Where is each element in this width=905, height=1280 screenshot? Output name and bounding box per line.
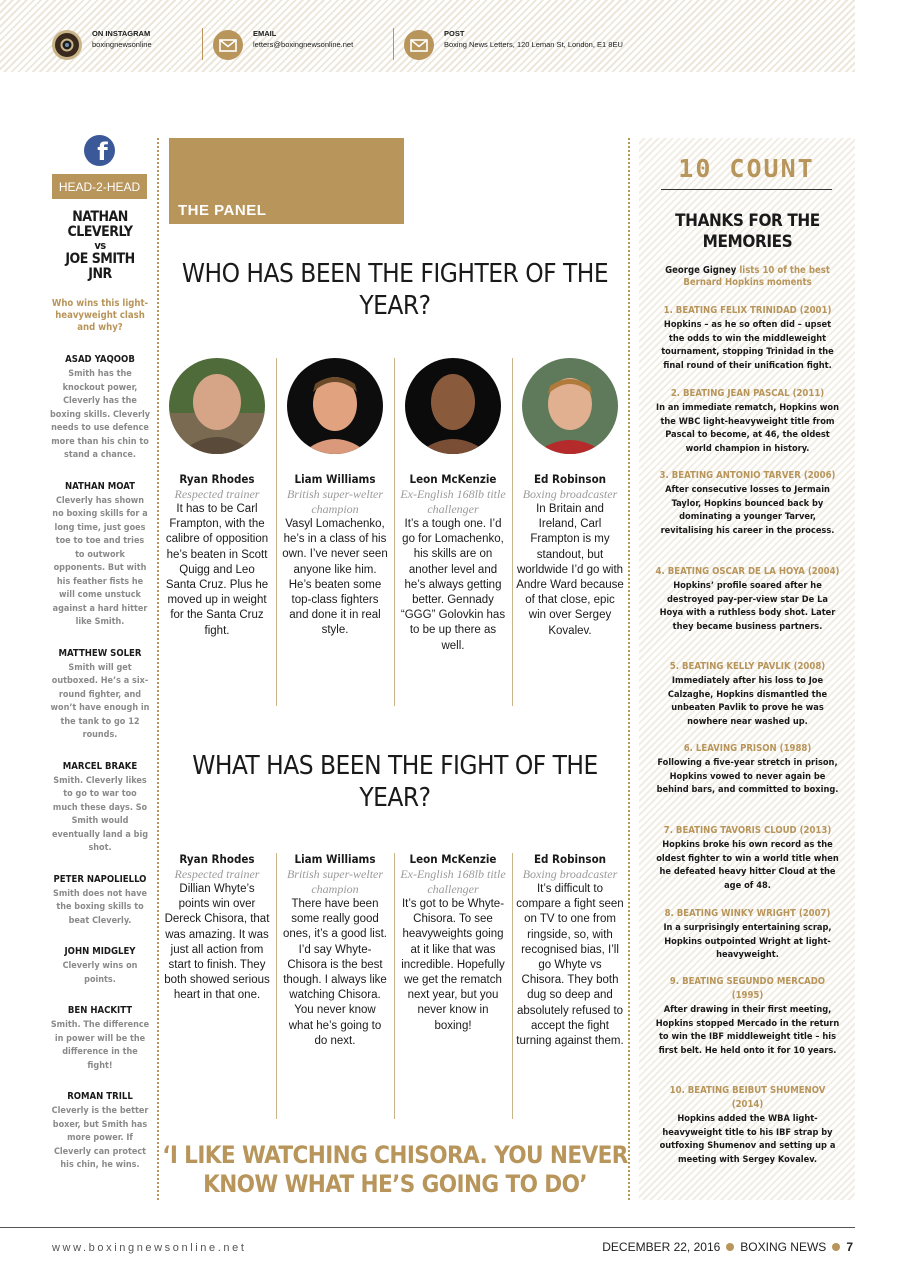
instagram-icon <box>52 30 82 60</box>
fighter-name: CLEVERLY <box>67 224 133 240</box>
bullet-icon <box>832 1243 840 1251</box>
column-divider <box>512 853 513 1119</box>
panelist-role: Ex-English 168lb title challenger <box>400 867 506 896</box>
column-divider <box>276 853 277 1119</box>
column-divider <box>394 853 395 1119</box>
panelist-role: Respected trainer <box>174 867 260 881</box>
count-item <box>655 742 840 797</box>
count-item-body: Immediately after his loss to Joe Calzaghe, Hopkins dismantled the unbeaten Pavlik to prove he was nowhere near washed up. <box>667 675 828 728</box>
count-item <box>655 304 840 373</box>
email-contact[interactable] <box>213 28 353 60</box>
reader-name: MARCEL BRAKE <box>62 760 138 772</box>
reader-opinion <box>50 1091 150 1173</box>
count-item-body: Following a five-year stretch in prison, Hopkins vowed to never again be behind bars, and committed to boxing. <box>656 757 839 796</box>
panel-answer <box>163 852 271 1004</box>
bullet-icon <box>726 1243 734 1251</box>
page-number: 7 <box>846 1240 853 1254</box>
count-item <box>655 565 840 634</box>
panel-answer <box>399 852 507 1034</box>
count-item-heading: 9. BEATING SEGUNDO MERCADO (1995) <box>669 976 826 1001</box>
panelist-name: Liam Williams <box>294 472 376 486</box>
head-2-head-question: Who wins this light-heavyweight clash and why? <box>51 298 149 333</box>
envelope-icon <box>404 30 434 60</box>
count-item <box>655 387 840 456</box>
count-item-heading: 3. BEATING ANTONIO TARVER (2006) <box>659 470 836 481</box>
post-address: Boxing News Letters, 120 Leman St, London, E1 8EU <box>444 40 623 49</box>
count-item-body: In an immediate rematch, Hopkins won the WBC light-heavyweight title from Pascal to become, at 46, the oldest world champion in history. <box>656 402 839 455</box>
panelist-role: Ex-English 168lb title challenger <box>400 487 506 516</box>
ten-count-kicker: 10 COUNT <box>678 154 815 183</box>
divider <box>661 189 832 190</box>
vs-label: vs <box>94 239 106 252</box>
head-2-head-column <box>50 210 150 1173</box>
fighter-name: NATHAN <box>72 209 128 225</box>
fighter-name: JOE SMITH <box>65 251 135 267</box>
panelist-name: Ryan Rhodes <box>179 472 255 486</box>
question-fight-of-year: WHAT HAS BEEN THE FIGHT OF THE YEAR? <box>192 751 598 813</box>
divider <box>202 28 203 60</box>
footer-url[interactable]: www.boxingnewsonline.net <box>52 1242 247 1254</box>
column-rule <box>628 138 630 1200</box>
divider <box>393 28 394 60</box>
panelist-role: British super-welter champion <box>286 867 384 896</box>
post-label: POST <box>444 29 465 38</box>
reader-name: PETER NAPOLIELLO <box>53 873 147 885</box>
avatar <box>287 358 383 454</box>
count-item-heading: 6. LEAVING PRISON (1988) <box>683 743 812 754</box>
email-address[interactable]: letters@boxingnewsonline.net <box>253 40 354 49</box>
answer-text: It’s got to be Whyte-Chisora. To see heavyweights going at it like that was incredible. Hopefully we get the rematch next year, but you never know in boxing! <box>401 898 505 1032</box>
column-divider <box>512 358 513 706</box>
panelist-name: Ed Robinson <box>533 852 607 866</box>
footer-rule <box>0 1227 855 1228</box>
reader-opinion <box>50 481 150 630</box>
panel-title: THE PANEL <box>178 202 267 219</box>
post-contact <box>404 28 623 60</box>
publication-name: BOXING NEWS <box>740 1240 827 1254</box>
count-item-body: Hopkins added the WBA light-heavyweight title to his IBF strap by outfoxing Shumenov and setting up a meeting with Sergey Kovalev. <box>659 1113 836 1166</box>
reader-opinion <box>50 761 150 856</box>
count-item-heading: 10. BEATING BEIBUT SHUMENOV (2014) <box>669 1085 826 1110</box>
panelist-role: Boxing broadcaster <box>522 867 618 881</box>
count-item-body: Hopkins broke his own record as the oldest fighter to win a world title when he defeated heavy hitter Cloud at the age of 48. <box>656 839 839 892</box>
count-item-body: Hopkins’ profile soared after he destroyed pay-per-view star De La Hoya with a ruthless body shot. Later they became business partners. <box>659 580 836 633</box>
answer-text: There have been some really good ones, it’s a good list. I’d say Whyte-Chisora is the best though. I always like watching Chisora. You never know what he’s going to do next. <box>283 898 387 1047</box>
avatar <box>405 358 501 454</box>
instagram-label: ON INSTAGRAM <box>92 29 151 38</box>
count-item <box>655 660 840 729</box>
count-item-heading: 2. BEATING JEAN PASCAL (2011) <box>670 388 825 399</box>
panelist-role: Boxing broadcaster <box>522 487 618 501</box>
count-item-body: After consecutive losses to Jermain Taylor, Hopkins bounced back by dominating a younger Tarver, revitalising his career in the process. <box>660 484 835 537</box>
reader-text: Smith has the knockout power, Cleverly has the boxing skills. Cleverly needs to use defence more than his chin to stand a chance. <box>50 369 150 460</box>
question-fighter-of-year: WHO HAS BEEN THE FIGHTER OF THE YEAR? <box>181 259 609 321</box>
head-2-head-badge: HEAD-2-HEAD <box>52 174 147 199</box>
panelist-name: Ed Robinson <box>533 472 607 486</box>
reader-text: Smith will get outboxed. He’s a six-round fighter, and won’t have enough in the tank to go 12 rounds. <box>50 662 150 740</box>
reader-name: ASAD YAQOOB <box>65 354 135 365</box>
author-name: George Gigney <box>665 265 737 276</box>
count-item-body: In a surprisingly entertaining scrap, Hopkins outpointed Wright at light-heavyweight. <box>663 922 832 961</box>
reader-opinion <box>50 648 150 743</box>
intro-text: lists 10 of the best Bernard Hopkins moments <box>683 265 830 288</box>
reader-text: Cleverly wins on points. <box>62 961 138 985</box>
panelist-role: Respected trainer <box>174 487 260 501</box>
panel-answer <box>281 852 389 1049</box>
count-item <box>655 907 840 962</box>
panelist-name: Ryan Rhodes <box>179 852 255 866</box>
footer-folio <box>602 1240 853 1254</box>
panelist-role: British super-welter champion <box>286 487 384 516</box>
count-item <box>655 824 840 893</box>
reader-text: Smith. Cleverly likes to go to war too much these days. So Smith would eventually land a big shot. <box>51 775 149 853</box>
reader-opinion <box>50 1005 150 1073</box>
reader-opinion <box>50 354 150 463</box>
reader-name: JOHN MIDGLEY <box>64 946 136 957</box>
avatar <box>522 358 618 454</box>
panelist-name: Leon McKenzie <box>409 852 497 866</box>
count-item-heading: 1. BEATING FELIX TRINIDAD (2001) <box>663 305 832 316</box>
envelope-icon <box>213 30 243 60</box>
reader-name: ROMAN TRILL <box>67 1091 133 1102</box>
count-item-heading: 8. BEATING WINKY WRIGHT (2007) <box>664 908 831 919</box>
answer-text: It’s difficult to compare a fight seen on TV to one from ringside, so, with recognised bias, I’ll go Whyte vs Chisora. They both dug so deep and absolutely refused to accept the fight turning against them. <box>516 883 624 1048</box>
count-item <box>655 469 840 538</box>
issue-date: DECEMBER 22, 2016 <box>602 1240 721 1254</box>
count-item-heading: 4. BEATING OSCAR DE LA HOYA (2004) <box>655 566 840 577</box>
reader-name: BEN HACKITT <box>67 1005 133 1016</box>
panel-answer <box>163 472 271 639</box>
ten-count-intro <box>655 265 840 289</box>
pull-quote: ‘I LIKE WATCHING CHISORA. YOU NEVER KNOW WHAT HE’S GOING TO DO’ <box>162 1141 628 1198</box>
count-item-heading: 7. BEATING TAVORIS CLOUD (2013) <box>663 825 832 836</box>
panelist-name: Leon McKenzie <box>409 472 497 486</box>
count-item-heading: 5. BEATING KELLY PAVLIK (2008) <box>669 661 826 672</box>
count-item <box>655 975 840 1058</box>
ten-count-title: THANKS FOR THE MEMORIES <box>675 211 820 252</box>
reader-text: Cleverly has shown no boxing skills for a long time, just goes toe to toe and tries to outwork opponents. But with his feather fists he will come unstuck against a hard hitter like Smith. <box>52 495 148 627</box>
instagram-handle[interactable]: boxingnewsonline <box>92 40 152 49</box>
panel-answer <box>399 472 507 654</box>
panel-answer <box>516 472 624 639</box>
column-divider <box>276 358 277 706</box>
instagram-contact[interactable] <box>52 28 152 60</box>
panel-answer <box>281 472 389 639</box>
count-item-body: After drawing in their first meeting, Hopkins stopped Mercado in the return to win the IBF middleweight title – his first belt. He held onto it for 10 years. <box>655 1004 840 1057</box>
answer-text: Vasyl Lomachenko, he’s in a class of his own. I’ve never seen anyone like him. He’s beaten some top-class fighters and done it in real style. <box>282 518 388 637</box>
answer-text: It has to be Carl Frampton, with the calibre of opposition he’s beaten in Scott Quigg and Leo Santa Cruz. Plus he moved up in weight for the Santa Cruz fight. <box>165 503 269 637</box>
panel-header-box <box>169 138 404 224</box>
count-item <box>655 1084 840 1167</box>
reader-opinion <box>50 874 150 929</box>
reader-name: MATTHEW SOLER <box>58 647 142 659</box>
panel-answer <box>516 852 624 1049</box>
panelist-name: Liam Williams <box>294 852 376 866</box>
column-divider <box>394 358 395 706</box>
reader-text: Cleverly is the better boxer, but Smith has more power. If Cleverly can protect his chin, he wins. <box>51 1106 149 1170</box>
count-item-body: Hopkins – as he so often did – upset the odds to win the middleweight tournament, stopping Trinidad in the final round of their unification fight. <box>661 319 834 372</box>
fighter-name: JNR <box>88 266 112 282</box>
matchup-title <box>50 210 150 282</box>
answer-text: It’s a tough one. I’d go for Lomachenko, his skills are on another level and he’s always getting better. Gennady “GGG” Golovkin has to be up there as well. <box>400 518 506 652</box>
answer-text: In Britain and Ireland, Carl Frampton is my standout, but worldwide I’d go with Andre Ward because of that close, epic win over Sergey Kovalev. <box>516 503 624 637</box>
reader-opinion <box>50 946 150 987</box>
reader-text: Smith does not have the boxing skills to beat Cleverly. <box>52 888 147 926</box>
avatar <box>169 358 265 454</box>
facebook-icon[interactable]: f <box>84 135 115 166</box>
reader-text: Smith. The difference in power will be the difference in the fight! <box>50 1020 150 1071</box>
answer-text: Dillian Whyte’s points win over Dereck Chisora, that was amazing. It was just all action from start to finish. They both showed serious heart in that one. <box>164 883 270 1002</box>
column-rule <box>157 138 159 1200</box>
email-label: EMAIL <box>253 29 277 38</box>
reader-name: NATHAN MOAT <box>65 480 135 492</box>
